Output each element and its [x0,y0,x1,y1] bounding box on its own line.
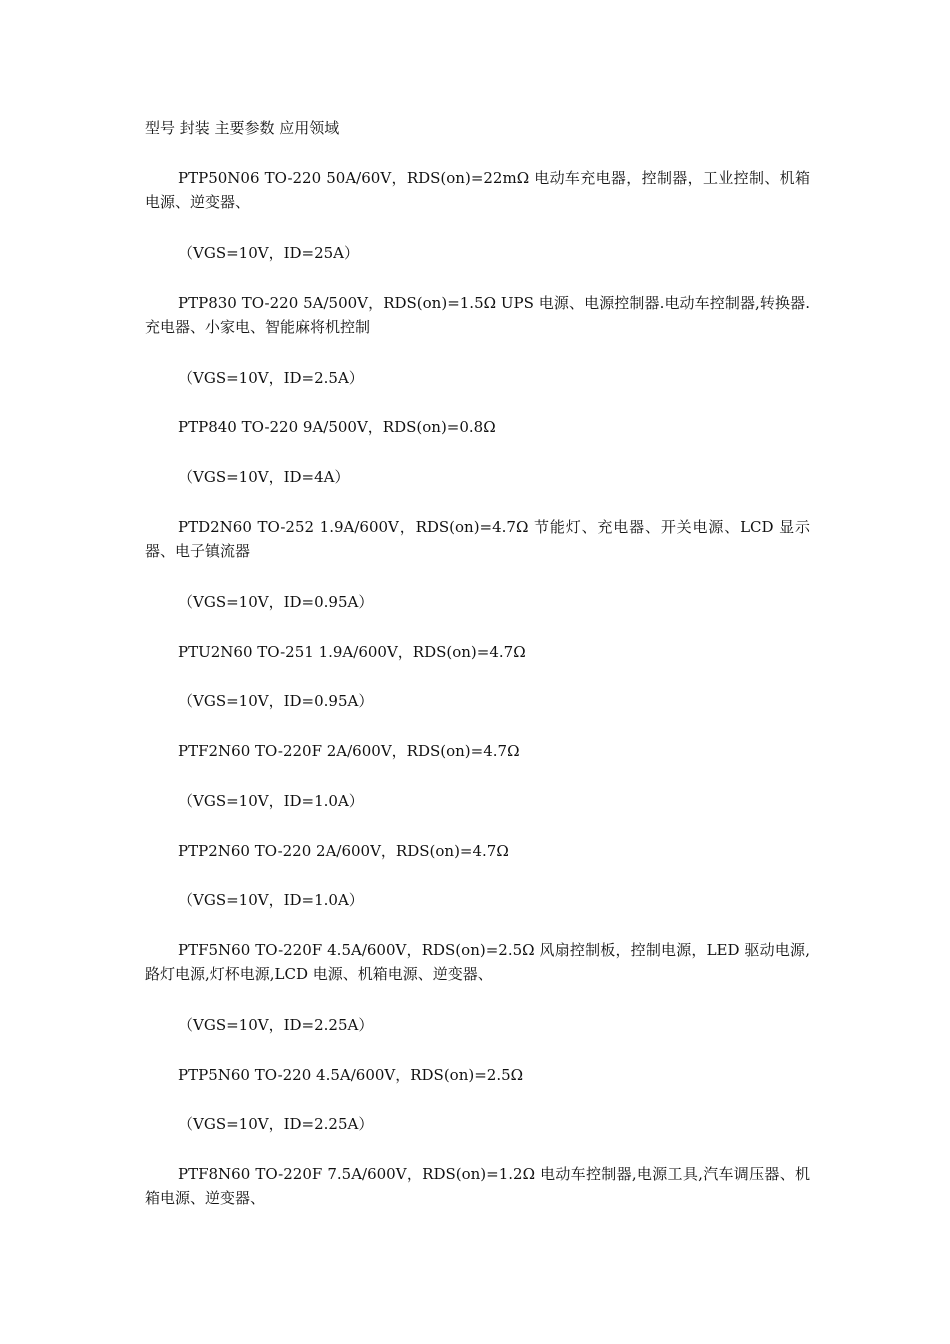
spec-paragraph-ptp2n60: PTP2N60 TO-220 2A/600V，RDS(on)=4.7Ω [178,842,509,860]
spec-paragraph-ptp830: PTP830 TO-220 5A/500V，RDS(on)=1.5Ω UPS 电源、电源控制器.电动车控制器,转换器.充电器、小家电、智能麻将机控制 [145,294,810,336]
spec-condition-ptp5n60: （VGS=10V，ID=2.25A） [178,1115,374,1133]
spec-paragraph-ptp5n60: PTP5N60 TO-220 4.5A/600V，RDS(on)=2.5Ω [178,1066,524,1084]
spec-paragraph-ptd2n60: PTD2N60 TO-252 1.9A/600V，RDS(on)=4.7Ω 节能灯、充电器、开关电源、LCD 显示器、电子镇流器 [145,518,810,560]
spec-paragraph-ptu2n60: PTU2N60 TO-251 1.9A/600V，RDS(on)=4.7Ω [178,643,526,661]
spec-condition-ptf2n60: （VGS=10V，ID=1.0A） [178,792,364,810]
spec-paragraph-ptf8n60: PTF8N60 TO-220F 7.5A/600V，RDS(on)=1.2Ω 电动车控制器,电源工具,汽车调压器、机箱电源、逆变器、 [145,1165,810,1207]
spec-paragraph-ptf5n60: PTF5N60 TO-220F 4.5A/600V，RDS(on)=2.5Ω 风扇控制板，控制电源，LED 驱动电源,路灯电源,灯杯电源,LCD 电源、机箱电源、逆变器、 [145,941,810,983]
spec-condition-ptp50n06: （VGS=10V，ID=25A） [178,244,360,262]
spec-paragraph-ptp50n06: PTP50N06 TO-220 50A/60V，RDS(on)=22mΩ 电动车充电器，控制器，工业控制、机箱电源、逆变器、 [145,169,810,211]
spec-condition-ptp840: （VGS=10V，ID=4A） [178,468,350,486]
spec-condition-ptd2n60: （VGS=10V，ID=0.95A） [178,593,374,611]
spec-condition-ptu2n60: （VGS=10V，ID=0.95A） [178,692,374,710]
spec-condition-ptp830: （VGS=10V，ID=2.5A） [178,369,364,387]
spec-paragraph-ptp840: PTP840 TO-220 9A/500V，RDS(on)=0.8Ω [178,418,496,436]
spec-condition-ptf5n60: （VGS=10V，ID=2.25A） [178,1016,374,1034]
spec-paragraph-ptf2n60: PTF2N60 TO-220F 2A/600V，RDS(on)=4.7Ω [178,742,520,760]
spec-condition-ptp2n60: （VGS=10V，ID=1.0A） [178,891,364,909]
column-header-line: 型号 封装 主要参数 应用领域 [145,119,340,137]
